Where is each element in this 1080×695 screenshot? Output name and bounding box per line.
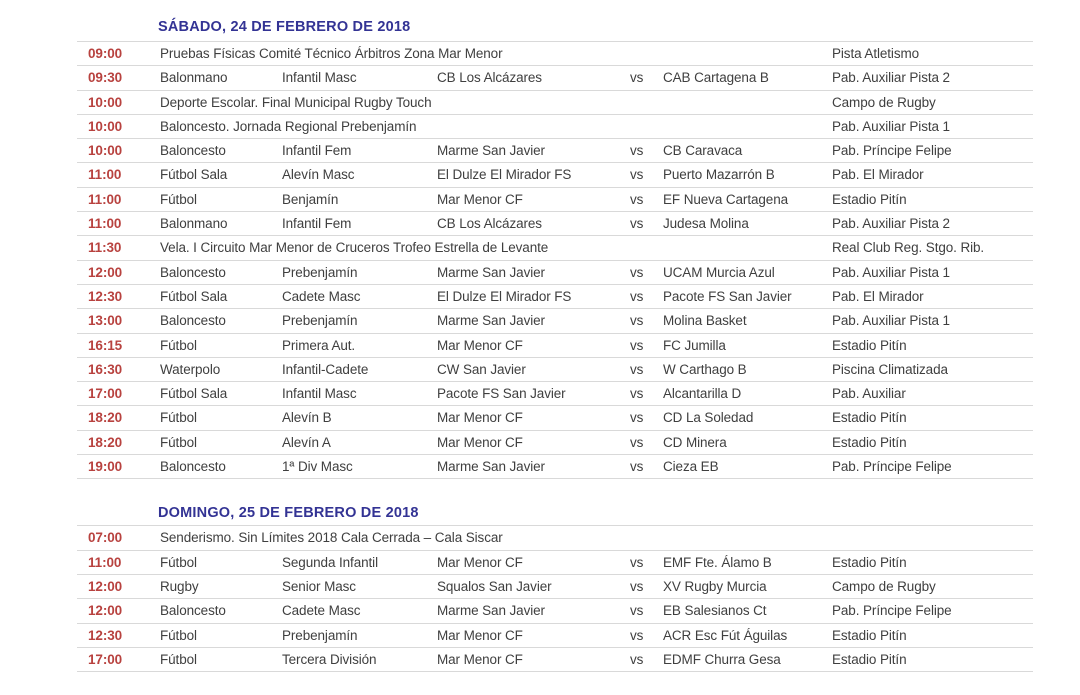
schedule-row xyxy=(77,90,1033,114)
sport-cell: Balonmano xyxy=(160,70,228,86)
home-team-cell: Marme San Javier xyxy=(437,603,545,619)
category-cell: Infantil Masc xyxy=(282,386,357,402)
venue-cell: Pab. Príncipe Felipe xyxy=(832,459,952,475)
venue-cell: Estadio Pitín xyxy=(832,554,907,570)
schedule-row xyxy=(77,623,1033,647)
time-cell: 19:00 xyxy=(88,459,123,475)
sport-cell: Fútbol xyxy=(160,627,197,643)
sport-cell: Baloncesto xyxy=(160,459,226,475)
time-cell: 11:30 xyxy=(88,240,122,256)
home-team-cell: Squalos San Javier xyxy=(437,578,552,594)
category-cell: 1ª Div Masc xyxy=(282,459,353,475)
sport-cell: Fútbol Sala xyxy=(160,167,228,183)
time-cell: 12:00 xyxy=(88,264,123,280)
home-team-cell: Pacote FS San Javier xyxy=(437,386,566,402)
schedule-row xyxy=(77,260,1033,284)
time-cell: 16:30 xyxy=(88,361,123,377)
vs-label: vs xyxy=(630,216,644,232)
schedule-day xyxy=(77,501,1033,695)
away-team-cell: CB Caravaca xyxy=(663,143,743,159)
time-cell: 13:00 xyxy=(88,313,123,329)
vs-label: vs xyxy=(630,143,644,159)
away-team-cell: Cieza EB xyxy=(663,459,719,475)
schedule-row xyxy=(77,550,1033,574)
sport-cell: Fútbol xyxy=(160,554,197,570)
venue-cell: Estadio Pitín xyxy=(832,410,907,426)
home-team-cell: El Dulze El Mirador FS xyxy=(437,167,572,183)
vs-label: vs xyxy=(630,459,644,475)
venue-cell: Pab. El Mirador xyxy=(832,288,924,304)
venue-cell: Campo de Rugby xyxy=(832,94,936,110)
time-cell: 11:00 xyxy=(88,216,122,232)
day-header: SÁBADO, 24 DE FEBRERO DE 2018 xyxy=(158,18,411,35)
home-team-cell: CB Los Alcázares xyxy=(437,70,542,86)
time-cell: 12:00 xyxy=(88,578,123,594)
vs-label: vs xyxy=(630,70,644,86)
sport-cell: Fútbol xyxy=(160,651,197,667)
venue-cell: Estadio Pitín xyxy=(832,191,907,207)
category-cell: Senior Masc xyxy=(282,578,356,594)
vs-label: vs xyxy=(630,603,644,619)
schedule-row xyxy=(77,162,1033,186)
category-cell: Alevín B xyxy=(282,410,332,426)
home-team-cell: Mar Menor CF xyxy=(437,651,523,667)
venue-cell: Pab. Príncipe Felipe xyxy=(832,143,952,159)
away-team-cell: Molina Basket xyxy=(663,313,747,329)
schedule-row xyxy=(77,284,1033,308)
away-team-cell: CAB Cartagena B xyxy=(663,70,769,86)
venue-cell: Pab. El Mirador xyxy=(832,167,924,183)
schedule-row xyxy=(77,187,1033,211)
time-cell: 11:00 xyxy=(88,191,122,207)
schedule-sheet xyxy=(77,0,1033,695)
home-team-cell: Marme San Javier xyxy=(437,313,545,329)
venue-cell: Piscina Climatizada xyxy=(832,361,948,377)
time-cell: 16:15 xyxy=(88,337,123,353)
venue-cell: Estadio Pitín xyxy=(832,627,907,643)
schedule-row xyxy=(77,598,1033,622)
vs-label: vs xyxy=(630,167,644,183)
event-cell: Vela. I Circuito Mar Menor de Cruceros Trofeo Estrella de Levante xyxy=(160,240,549,256)
event-cell: Pruebas Físicas Comité Técnico Árbitros Zona Mar Menor xyxy=(160,46,503,61)
home-team-cell: CW San Javier xyxy=(437,361,526,377)
venue-cell: Pab. Auxiliar Pista 1 xyxy=(832,264,950,280)
time-cell: 18:20 xyxy=(88,434,123,450)
sport-cell: Baloncesto xyxy=(160,603,226,619)
vs-label: vs xyxy=(630,313,644,329)
time-cell: 09:30 xyxy=(88,70,123,86)
sport-cell: Fútbol Sala xyxy=(160,386,228,402)
time-cell: 09:00 xyxy=(88,46,123,61)
vs-label: vs xyxy=(630,651,644,667)
home-team-cell: Mar Menor CF xyxy=(437,554,523,570)
away-team-cell: UCAM Murcia Azul xyxy=(663,264,775,280)
sport-cell: Baloncesto xyxy=(160,264,226,280)
away-team-cell: Alcantarilla D xyxy=(663,386,742,402)
schedule-row xyxy=(77,454,1033,478)
away-team-cell: Judesa Molina xyxy=(663,216,749,232)
venue-cell: Pab. Auxiliar Pista 2 xyxy=(832,70,950,86)
event-cell: Deporte Escolar. Final Municipal Rugby Touch xyxy=(160,94,432,110)
category-cell: Cadete Masc xyxy=(282,288,361,304)
schedule-row xyxy=(77,525,1033,549)
category-cell: Infantil Fem xyxy=(282,143,352,159)
schedule-row xyxy=(77,308,1033,332)
time-cell: 17:00 xyxy=(88,386,123,402)
schedule-row xyxy=(77,41,1033,65)
venue-cell: Estadio Pitín xyxy=(832,651,907,667)
event-cell: Senderismo. Sin Límites 2018 Cala Cerrada – Cala Siscar xyxy=(160,530,503,546)
away-team-cell: CD La Soledad xyxy=(663,410,754,426)
time-cell: 12:30 xyxy=(88,627,123,643)
time-cell: 10:00 xyxy=(88,118,123,134)
home-team-cell: CB Los Alcázares xyxy=(437,216,542,232)
time-cell: 10:00 xyxy=(88,94,123,110)
time-cell: 11:00 xyxy=(88,167,122,183)
schedule-row xyxy=(77,235,1033,259)
category-cell: Benjamín xyxy=(282,191,339,207)
venue-cell: Pista Atletismo xyxy=(832,46,920,61)
venue-cell: Pab. Príncipe Felipe xyxy=(832,603,952,619)
category-cell: Infantil-Cadete xyxy=(282,361,369,377)
vs-label: vs xyxy=(630,627,644,643)
away-team-cell: XV Rugby Murcia xyxy=(663,578,767,594)
category-cell: Cadete Masc xyxy=(282,603,361,619)
vs-label: vs xyxy=(630,337,644,353)
category-cell: Tercera División xyxy=(282,651,377,667)
sport-cell: Waterpolo xyxy=(160,361,221,377)
away-team-cell: EF Nueva Cartagena xyxy=(663,191,789,207)
home-team-cell: Marme San Javier xyxy=(437,264,545,280)
vs-label: vs xyxy=(630,386,644,402)
category-cell: Primera Aut. xyxy=(282,337,356,353)
home-team-cell: Mar Menor CF xyxy=(437,337,523,353)
time-cell: 07:00 xyxy=(88,530,123,546)
vs-label: vs xyxy=(630,554,644,570)
sport-cell: Fútbol xyxy=(160,337,197,353)
away-team-cell: FC Jumilla xyxy=(663,337,726,353)
home-team-cell: Mar Menor CF xyxy=(437,191,523,207)
schedule-row xyxy=(77,333,1033,357)
time-cell: 11:00 xyxy=(88,554,122,570)
sport-cell: Fútbol xyxy=(160,410,197,426)
venue-cell: Pab. Auxiliar xyxy=(832,386,906,402)
schedule-row xyxy=(77,647,1033,671)
venue-cell: Pab. Auxiliar Pista 1 xyxy=(832,118,950,134)
category-cell: Prebenjamín xyxy=(282,627,358,643)
away-team-cell: EMF Fte. Álamo B xyxy=(663,554,772,570)
away-team-cell: Pacote FS San Javier xyxy=(663,288,792,304)
event-cell: Baloncesto. Jornada Regional Prebenjamín xyxy=(160,118,417,134)
category-cell: Infantil Masc xyxy=(282,70,357,86)
home-team-cell: Mar Menor CF xyxy=(437,434,523,450)
schedule-row xyxy=(77,357,1033,381)
away-team-cell: EB Salesianos Ct xyxy=(663,603,767,619)
home-team-cell: Mar Menor CF xyxy=(437,410,523,426)
venue-cell: Real Club Reg. Stgo. Rib. xyxy=(832,240,985,256)
sport-cell: Rugby xyxy=(160,578,199,594)
schedule-row xyxy=(77,138,1033,162)
away-team-cell: Puerto Mazarrón B xyxy=(663,167,775,183)
sport-cell: Fútbol Sala xyxy=(160,288,228,304)
venue-cell: Campo de Rugby xyxy=(832,578,936,594)
venue-cell: Pab. Auxiliar Pista 1 xyxy=(832,313,950,329)
home-team-cell: Marme San Javier xyxy=(437,143,545,159)
vs-label: vs xyxy=(630,264,644,280)
vs-label: vs xyxy=(630,434,644,450)
schedule-row xyxy=(77,65,1033,89)
schedule-row xyxy=(77,381,1033,405)
away-team-cell: ACR Esc Fút Águilas xyxy=(663,627,788,643)
venue-cell: Estadio Pitín xyxy=(832,337,907,353)
time-cell: 18:20 xyxy=(88,410,123,426)
schedule-row xyxy=(77,430,1033,454)
away-team-cell: EDMF Churra Gesa xyxy=(663,651,781,667)
schedule-row xyxy=(77,114,1033,138)
category-cell: Alevín A xyxy=(282,434,331,450)
category-cell: Alevín Masc xyxy=(282,167,355,183)
sport-cell: Balonmano xyxy=(160,216,228,232)
schedule-row xyxy=(77,405,1033,429)
schedule-row xyxy=(77,574,1033,598)
venue-cell: Estadio Pitín xyxy=(832,434,907,450)
vs-label: vs xyxy=(630,288,644,304)
schedule-day xyxy=(77,12,1033,479)
home-team-cell: El Dulze El Mirador FS xyxy=(437,288,572,304)
venue-cell: Pab. Auxiliar Pista 2 xyxy=(832,216,950,232)
home-team-cell: Marme San Javier xyxy=(437,459,545,475)
vs-label: vs xyxy=(630,191,644,207)
time-cell: 10:00 xyxy=(88,143,123,159)
category-cell: Segunda Infantil xyxy=(282,554,378,570)
category-cell: Prebenjamín xyxy=(282,264,358,280)
day-header: DOMINGO, 25 DE FEBRERO DE 2018 xyxy=(158,505,419,522)
sport-cell: Baloncesto xyxy=(160,313,226,329)
sport-cell: Fútbol xyxy=(160,191,197,207)
sport-cell: Baloncesto xyxy=(160,143,226,159)
category-cell: Infantil Fem xyxy=(282,216,352,232)
vs-label: vs xyxy=(630,410,644,426)
time-cell: 12:00 xyxy=(88,603,123,619)
away-team-cell: W Carthago B xyxy=(663,361,747,377)
schedule-row xyxy=(77,211,1033,235)
home-team-cell: Mar Menor CF xyxy=(437,627,523,643)
category-cell: Prebenjamín xyxy=(282,313,358,329)
time-cell: 17:00 xyxy=(88,651,123,667)
vs-label: vs xyxy=(630,361,644,377)
time-cell: 12:30 xyxy=(88,288,123,304)
vs-label: vs xyxy=(630,578,644,594)
away-team-cell: CD Minera xyxy=(663,434,727,450)
sport-cell: Fútbol xyxy=(160,434,197,450)
